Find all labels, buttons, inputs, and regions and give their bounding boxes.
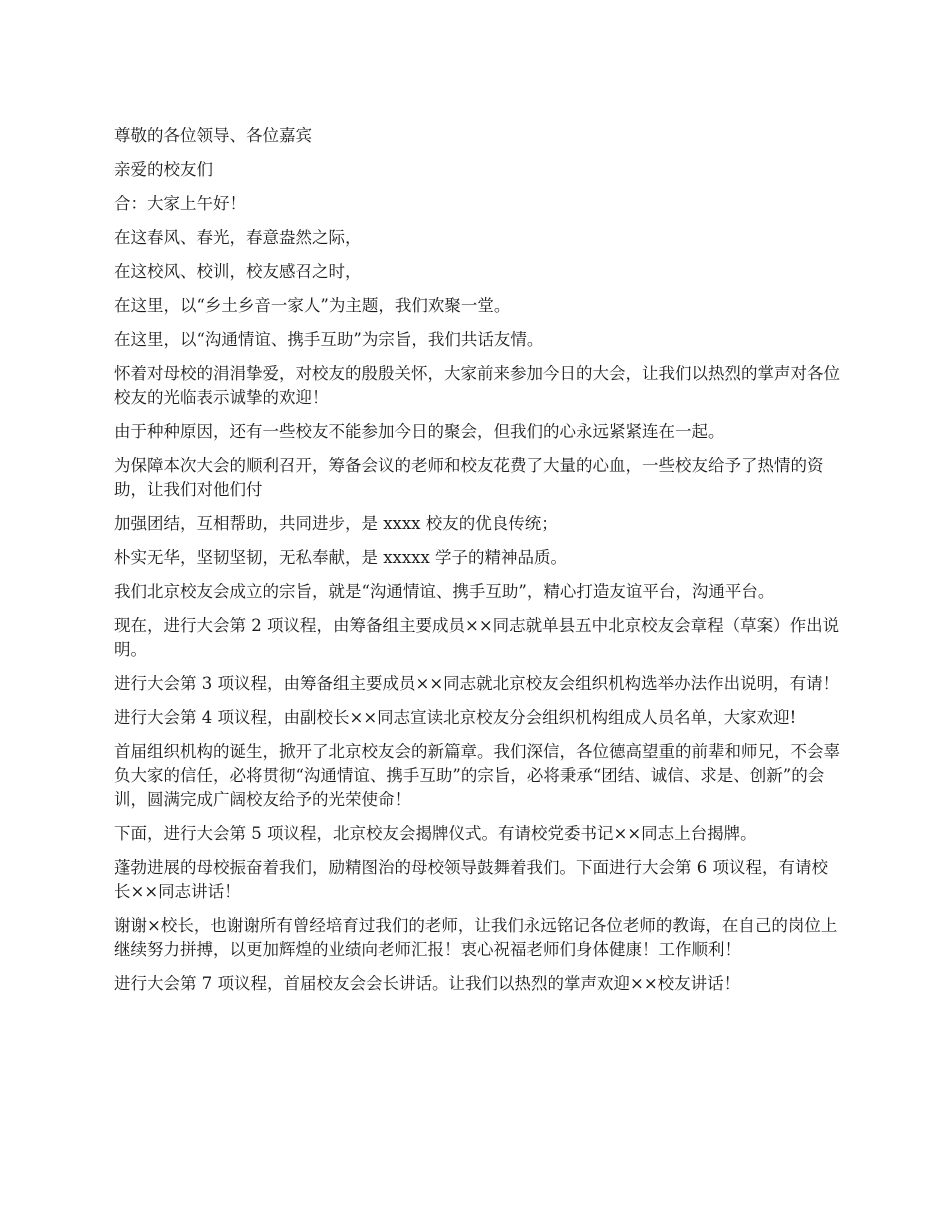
greeting-alumni: 亲爱的校友们 xyxy=(114,160,213,179)
paragraph-spirit: 朴实无华，坚韧坚韧，无私奉献，是 xxxxx 学子的精神品质。 xyxy=(114,548,568,567)
paragraph-association-purpose: 我们北京校友会成立的宗旨，就是“沟通情谊、携手互助”，精心打造友谊平台，沟通平台。 xyxy=(114,582,775,601)
paragraph-agenda-5: 下面，进行大会第 5 项议程，北京校友会揭牌仪式。有请校党委书记××同志上台揭牌。 xyxy=(114,824,757,843)
paragraph-purpose: 在这里，以“沟通情谊、携手互助”为宗旨，我们共话友情。 xyxy=(114,330,544,349)
paragraph-agenda-7: 进行大会第 7 项议程，首届校友会会长讲话。让我们以热烈的掌声欢迎××校友讲话！ xyxy=(114,974,741,993)
greeting-leaders: 尊敬的各位领导、各位嘉宾 xyxy=(114,126,312,145)
paragraph-school-spirit: 在这校风、校训，校友感召之时， xyxy=(114,262,362,281)
paragraph-thanks-organizers: 为保障本次大会的顺利召开，筹备会议的老师和校友花费了大量的心血，一些校友给予了热情的资助，让我们对他们付 xyxy=(114,456,824,499)
paragraph-agenda-3: 进行大会第 3 项议程，由筹备组主要成员××同志就北京校友会组织机构选举办法作出说明，有请！ xyxy=(114,674,840,693)
greeting-together: 合：大家上午好！ xyxy=(114,194,246,213)
paragraph-new-chapter: 首届组织机构的诞生，掀开了北京校友会的新篇章。我们深信，各位德高望重的前辈和师兄，不会辜负大家的信任，必将贯彻“沟通情谊、携手互助”的宗旨，必将秉承“团结、诚信、求是、创新”的会训，圆满完成广阔校友给予的光荣使命！ xyxy=(114,742,840,809)
paragraph-absent-alumni: 由于种种原因，还有一些校友不能参加今日的聚会，但我们的心永远紧紧连在一起。 xyxy=(114,422,725,441)
paragraph-welcome: 怀着对母校的涓涓挚爱，对校友的殷殷关怀，大家前来参加今日的大会，让我们以热烈的掌声对各位校友的光临表示诚挚的欢迎！ xyxy=(114,364,840,407)
paragraph-agenda-2: 现在，进行大会第 2 项议程，由筹备组主要成员××同志就单县五中北京校友会章程（草案）作出说明。 xyxy=(114,616,840,659)
paragraph-tradition: 加强团结，互相帮助，共同进步，是 xxxx 校友的优良传统； xyxy=(114,514,558,533)
paragraph-agenda-6: 蓬勃进展的母校振奋着我们，励精图治的母校领导鼓舞着我们。下面进行大会第 6 项议程，有请校长××同志讲话！ xyxy=(114,858,828,901)
paragraph-agenda-4: 进行大会第 4 项议程，由副校长××同志宣读北京校友分会组织机构组成人员名单，大家欢迎! xyxy=(114,708,797,727)
paragraph-theme: 在这里，以“乡土乡音一家人”为主题，我们欢聚一堂。 xyxy=(114,296,511,315)
paragraph-thanks-principal: 谢谢×校长，也谢谢所有曾经培育过我们的老师，让我们永远铭记各位老师的教诲，在自己的岗位上继续努力拼搏，以更加辉煌的业绩向老师汇报！衷心祝福老师们身体健康！工作顺利！ xyxy=(114,916,838,959)
document-body xyxy=(114,124,842,1006)
paragraph-spring: 在这春风、春光，春意盎然之际， xyxy=(114,228,362,247)
